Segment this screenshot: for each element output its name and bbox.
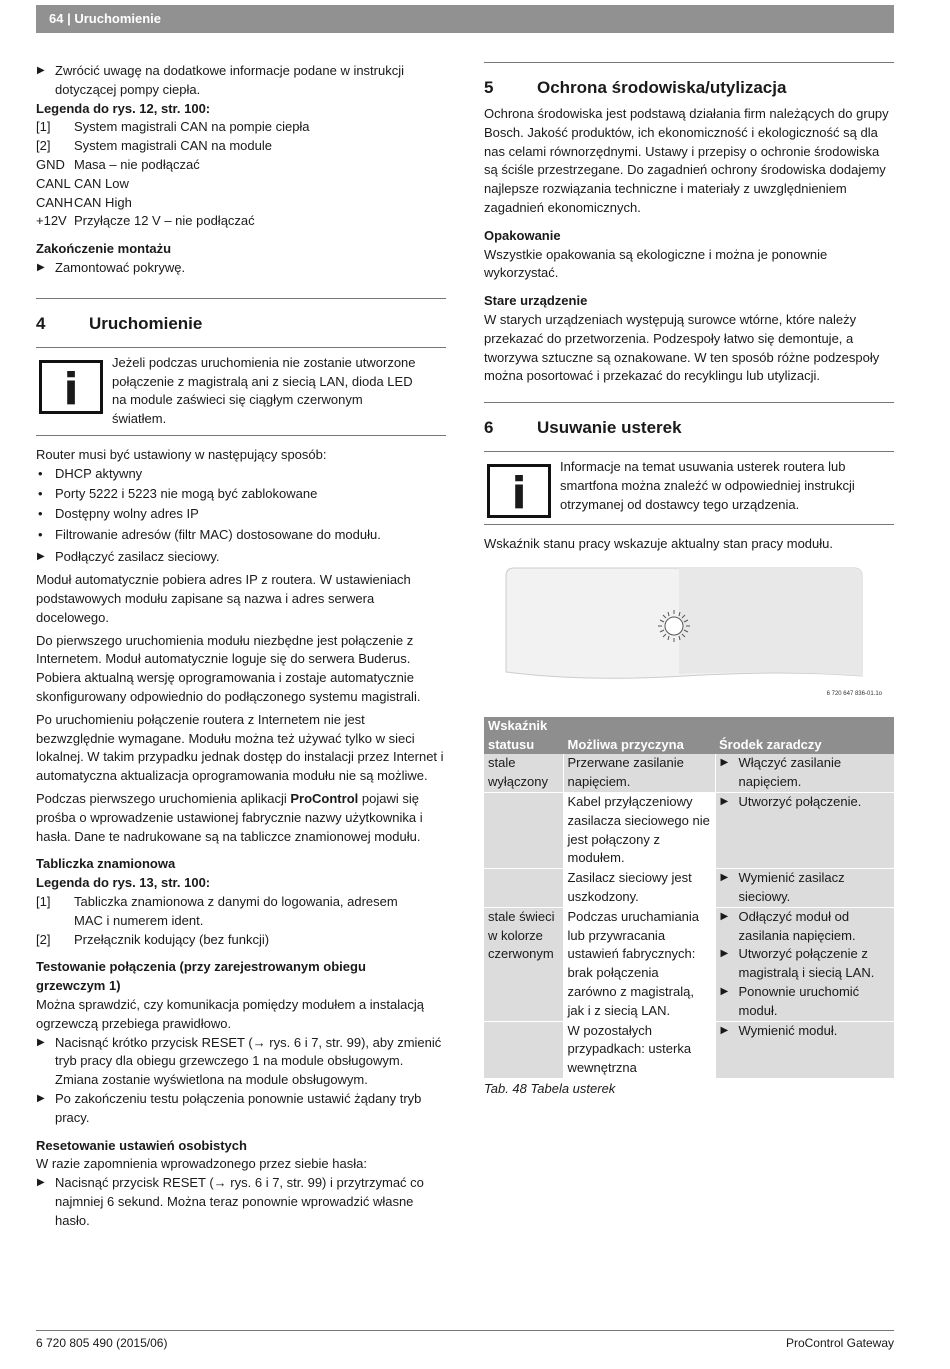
legend2-title: Legenda do rys. 13, str. 100: [36, 875, 211, 891]
paragraph: Wskaźnik stanu pracy wskazuje aktualny stan pracy modułu. [484, 536, 833, 552]
paragraph: W starych urządzeniach występują surowce wtórne, które należy przekazać do przetworzenia. Podzespoły łatwo się demontuje, a tworzywa sztuczne są oznakowane. W ten sposób różne podzespoły można posortować i przekazać do recyklingu lub utylizacji. [484, 311, 880, 384]
list-item: • Porty 5222 i 5223 nie mogą być zablokowane [36, 485, 446, 504]
legend-item: [1] Tabliczka znamionowa z danymi do logowania, adresem MAC i numerem ident. [36, 893, 398, 928]
test-title: Testowanie połączenia (przy zarejestrowanym obiegu grzewczym 1) [36, 959, 366, 994]
section-6-heading: 6 Usuwanie usterek [484, 402, 894, 439]
paragraph: Ochrona środowiska jest podstawą działania firm należących do grupy Bosch. Jakość produktów, ich ekonomiczność i ekologiczność są dla nas celami równorzędnymi. Ustawy i przepisy o ochronie środowiska są ściśle przestrzegane. Do zagadnień ochrony środowiska dodajemy najlepsze rozwiązania techniczne i materiały z uwzględnieniem zagadnień ekonomicznych. [484, 106, 889, 215]
legend-item: [2] Przełącznik kodujący (bez funkcji) [36, 931, 270, 947]
page-header: 64 | Uruchomienie [36, 5, 894, 33]
info-text: Jeżeli podczas uruchomienia nie zostanie utworzone połączenie z magistralą ani z siecią LAN, dioda LED na module zaświeci się ciągłym czerwonym światłem. [112, 354, 416, 427]
legend-item: CANL CAN Low [36, 175, 129, 191]
fault-table [484, 717, 894, 1078]
right-column [484, 62, 894, 1099]
section-5-heading: 5 Ochrona środowiska/utylizacja [484, 62, 894, 99]
pack-title: Opakowanie [484, 227, 561, 243]
legend-item: CANH CAN High [36, 194, 132, 210]
table-row: W pozostałych przypadkach: usterka wewnętrzna ▶ Wymienić moduł. [484, 1021, 894, 1078]
paragraph: W razie zapomnienia wprowadzonego przez siebie hasła: [36, 1156, 367, 1172]
paragraph: Można sprawdzić, czy komunikacja pomiędzy modułem a instalacją ogrzewczą przebiega prawidłowo. [36, 996, 424, 1031]
finish-title: Zakończenie montażu [36, 241, 172, 257]
paragraph: Moduł automatycznie pobiera adres IP z routera. W ustawieniach podstawowych modułu zapisane są nazwa i adres serwera docelowego. [36, 572, 411, 625]
info-text: Informacje na temat usuwania usterek routera lub smartfona można znaleźć w odpowiedniej instrukcji otrzymanej od dostawcy tego urządzenia. [560, 459, 855, 512]
figure-code: 6 720 647 836-01.1o [826, 690, 882, 697]
info-box [484, 451, 894, 525]
section-4-heading: 4 Uruchomienie [36, 298, 446, 335]
info-icon: i [39, 360, 103, 414]
info-icon: i [487, 464, 551, 518]
old-device-title: Stare urządzenie [484, 293, 588, 309]
router-intro: Router musi być ustawiony w następujący sposób: [36, 446, 327, 462]
plate-title: Tabliczka znamionowa [36, 856, 176, 872]
legend-item: [1] System magistrali CAN na pompie ciepła [36, 119, 310, 135]
finish-action: ▶ Zamontować pokrywę. [36, 259, 446, 278]
info-box [36, 347, 446, 436]
reset-title: Resetowanie ustawień osobistych [36, 1137, 247, 1153]
connect-action: ▶ Podłączyć zasilacz sieciowy. [36, 548, 446, 567]
test-action-2: ▶ Po zakończeniu testu połączenia ponownie ustawić żądany tryb pracy. [36, 1090, 446, 1128]
left-column [36, 62, 446, 1231]
paragraph: Podczas pierwszego uruchomienia aplikacji ProControl pojawi się prośba o wprowadzenie ustawionej fabrycznie nazwy użytkownika i hasła. Dane te nadrukowane są na tabliczce znamionowej modułu. [36, 791, 423, 844]
legend1-title: Legenda do rys. 12, str. 100: [36, 100, 211, 116]
intro-action: ▶ Zwrócić uwagę na dodatkowe informacje podane w instrukcji dotyczącej pompy ciepła. [36, 62, 446, 100]
page-footer [36, 1330, 894, 1353]
header-section: Uruchomienie [74, 11, 162, 26]
legend-item: +12V Przyłącze 12 V – nie podłączać [36, 213, 255, 229]
router-bullets [36, 465, 446, 545]
table-caption: Tab. 48 Tabela usterek [484, 1080, 616, 1096]
list-item: • DHCP aktywny [36, 465, 446, 484]
table-header: Wskaźnik statusu Możliwa przyczyna Środek zaradczy [484, 717, 894, 755]
reset-action: ▶ Nacisnąć przycisk RESET (→ rys. 6 i 7, str. 99) i przytrzymać co najmniej 6 sekund. Można teraz ponownie wprowadzić własne hasło. [36, 1174, 446, 1230]
paragraph: Do pierwszego uruchomienia modułu niezbędne jest połączenie z Internetem. Moduł automatycznie loguje się do serwera Buderus. Pobiera aktualną wersję oprogramowania i zostaje automatycznie skonfigurowany odpowiednio do podłączonego systemu magistrali. [36, 632, 421, 705]
test-action-1: ▶ Nacisnąć krótko przycisk RESET (→ rys. 6 i 7, str. 99), aby zmienić tryb pracy dla obiegu grzewczego 1 na module obsługowym. Zmiana zostanie wyświetlona na module obsługowym. [36, 1034, 446, 1090]
table-row: Zasilacz sieciowy jest uszkodzony. ▶ Wymienić zasilacz sieciowy. [484, 869, 894, 908]
status-figure [484, 566, 894, 699]
legend-item: [2] System magistrali CAN na module [36, 138, 272, 154]
list-item: • Dostępny wolny adres IP [36, 505, 446, 524]
product-name: ProControl Gateway [785, 1336, 894, 1350]
legend1-list [36, 118, 446, 231]
page-number: 64 [49, 11, 64, 26]
table-row: stale świeci w kolorze czerwonym Podczas uruchamiania lub przywracania ustawień fabrycznych: brak połączenia zarówno z magistralą, jak i z siecią LAN. ▶ Odłączyć moduł od zasilania napięciem. ▶ Utworzyć połączenie z magistralą i siecią LAN. ▶ Ponownie uruchomić moduł. [484, 907, 894, 1021]
paragraph: Po uruchomieniu połączenie routera z Internetem nie jest bezwzględnie wymagane. Modułu można też używać tylko w sieci lokalnej. W takim przypadku jednak dostęp do instalacji przez Internet i automatyczna aktualizacja oprogramowania modułu nie są możliwe. [36, 711, 444, 784]
list-item: • Filtrowanie adresów (filtr MAC) dostosowane do modułu. [36, 526, 446, 545]
paragraph: Wszystkie opakowania są ekologiczne i można je ponownie wykorzystać. [484, 246, 828, 281]
module-illustration [484, 566, 894, 684]
table-row: Kabel przyłączeniowy zasilacza sieciowego nie jest połączony z modułem. ▶ Utworzyć połączenie. [484, 792, 894, 868]
legend-item: GND Masa – nie podłączać [36, 156, 200, 172]
doc-number: 6 720 805 490 (2015/06) [36, 1336, 168, 1350]
table-row: stale wyłączony Przerwane zasilanie napięciem. ▶ Włączyć zasilanie napięciem. [484, 754, 894, 792]
